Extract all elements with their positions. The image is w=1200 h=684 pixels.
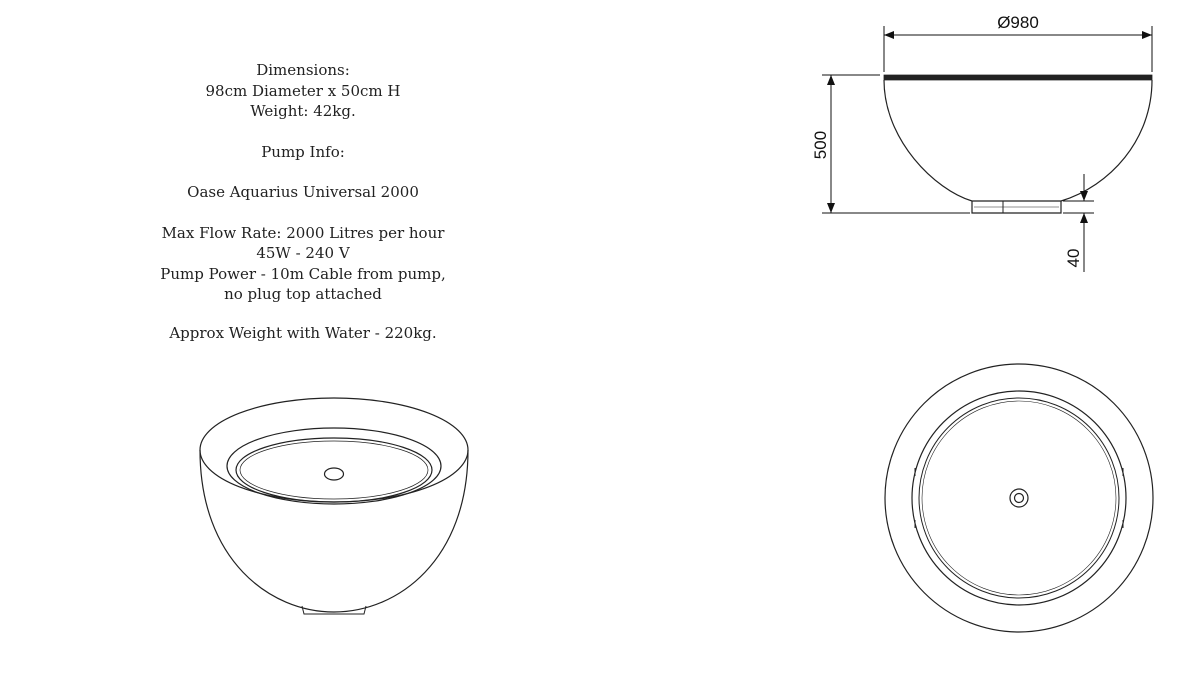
- weight-text: Weight: 42kg.: [250, 102, 356, 120]
- bowl-perspective-view: [200, 398, 468, 614]
- bowl-plan-view: [885, 364, 1153, 632]
- flow-rate-text: Max Flow Rate: 2000 Litres per hour: [161, 223, 445, 242]
- bowl-rim-inner: [227, 428, 441, 504]
- diameter-height-text: 98cm Diameter x 50cm H: [205, 81, 401, 100]
- diameter-dimension: [884, 26, 1152, 72]
- plan-inner-rim: [912, 391, 1126, 605]
- bowl-nozzle: [325, 468, 344, 480]
- bowl-body-outline: [200, 450, 468, 612]
- pump-power-text-1: Pump Power - 10m Cable from pump,: [160, 264, 446, 283]
- dimensions-heading: Dimensions:: [256, 61, 350, 79]
- elevation-bowl-curve: [884, 80, 1152, 201]
- plan-nozzle-outer: [1010, 489, 1028, 507]
- plan-tick-marks: [912, 468, 1126, 528]
- plan-outer-rim: [885, 364, 1153, 632]
- height-label: 500: [811, 130, 830, 160]
- pump-power-text-2: no plug top attached: [224, 285, 382, 303]
- base-height-label: 40: [1064, 248, 1083, 268]
- bowl-side-elevation: [884, 75, 1152, 213]
- pump-model-text: Oase Aquarius Universal 2000: [187, 183, 419, 201]
- pump-info-heading: Pump Info:: [261, 142, 345, 161]
- plan-nozzle-inner: [1015, 494, 1024, 503]
- height-dimension: [822, 75, 970, 213]
- bowl-rim-outer: [200, 398, 468, 502]
- bowl-water-surface: [236, 438, 432, 502]
- plan-water-edge: [919, 398, 1119, 598]
- bowl-water-surface-inner: [240, 441, 428, 499]
- power-rating-text: 45W - 240 V: [256, 244, 350, 262]
- diameter-label: Ø980: [997, 13, 1039, 32]
- water-weight-text: Approx Weight with Water - 220kg.: [169, 323, 437, 342]
- plan-water-inner: [922, 401, 1116, 595]
- elevation-rim-band: [884, 75, 1152, 80]
